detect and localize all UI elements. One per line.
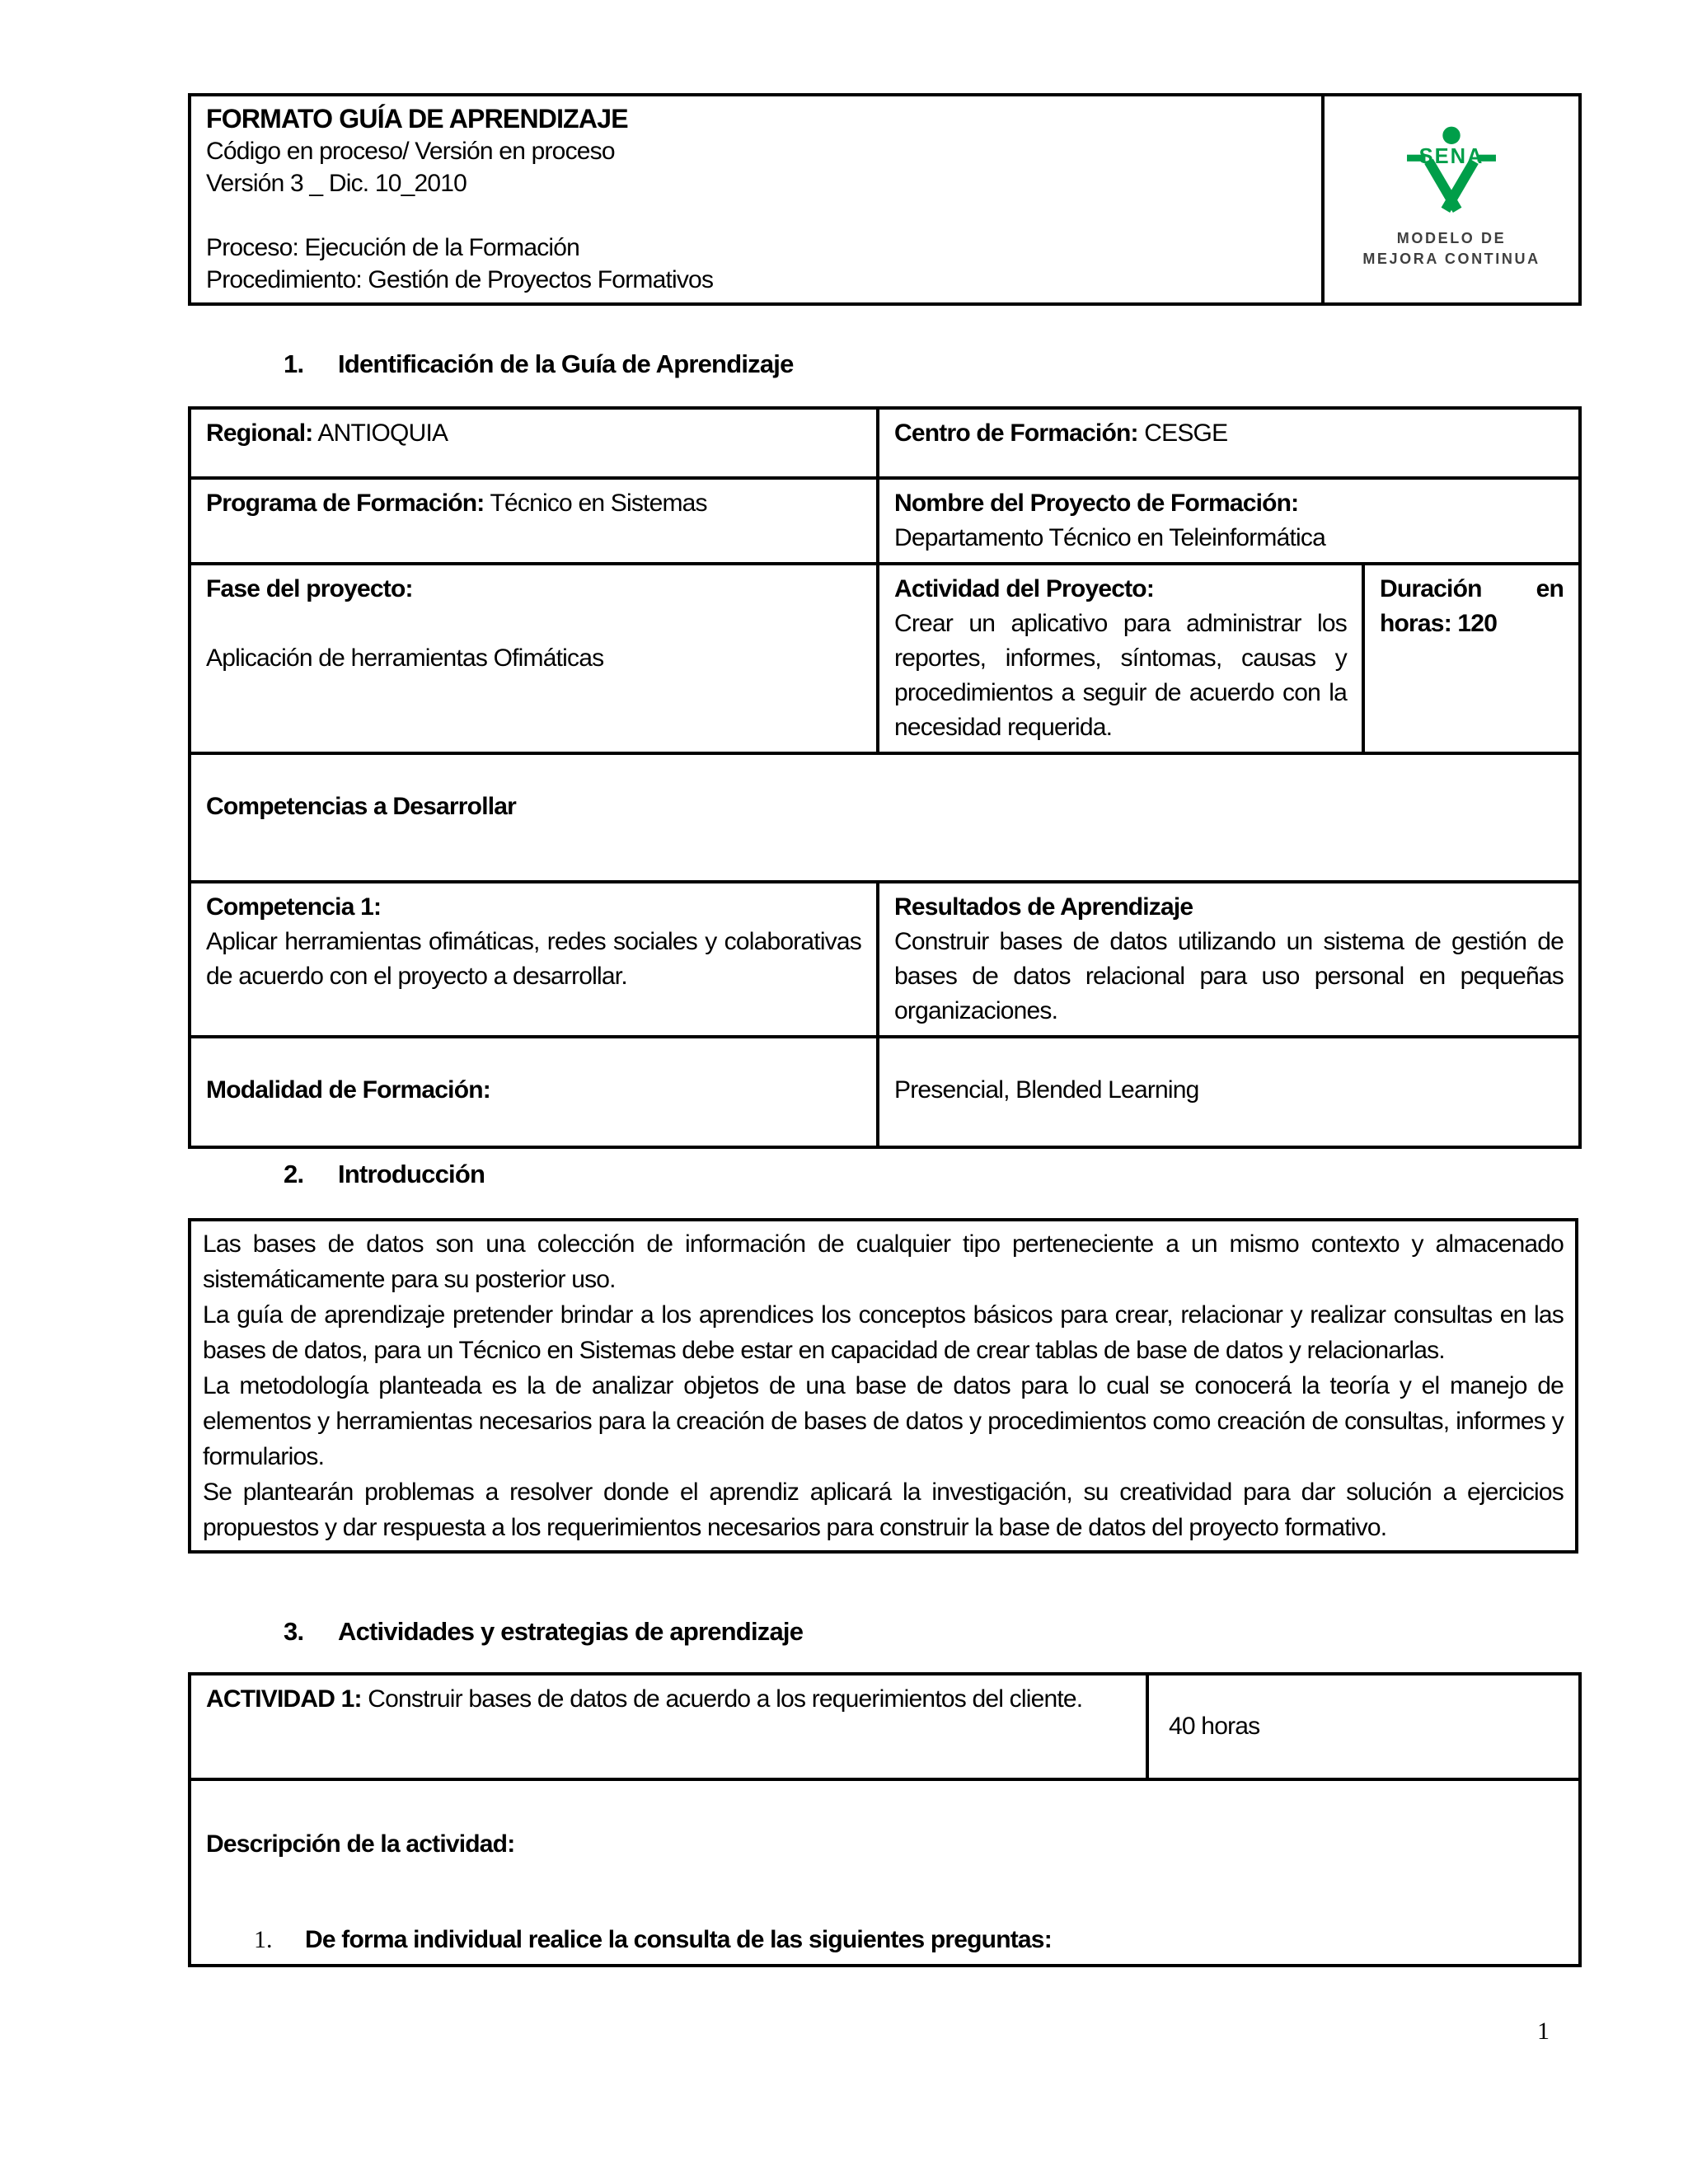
activity-item-1-number: 1.	[254, 1926, 273, 1953]
modalidad-label-cell: Modalidad de Formación:	[190, 1037, 878, 1147]
actividad-label: Actividad del Proyecto:	[894, 575, 1155, 602]
table-row	[190, 1674, 1580, 1779]
regional-label: Regional:	[206, 419, 313, 447]
hours-cell: 40 horas	[1147, 1674, 1580, 1779]
resultados-cell	[878, 882, 1580, 1037]
competencia1-label: Competencia 1:	[206, 893, 382, 921]
activity-table	[188, 1672, 1582, 1967]
table-row	[190, 478, 1580, 564]
actividad1-cell	[190, 1674, 1147, 1779]
header-process-line: Proceso: Ejecución de la Formación	[206, 234, 580, 261]
modalidad-value-cell: Presencial, Blended Learning	[878, 1037, 1580, 1147]
section-1-number: 1.	[284, 349, 304, 378]
section-2-number: 2.	[284, 1160, 304, 1188]
sena-logo-icon	[1405, 126, 1498, 213]
fase-value: Aplicación de herramientas Ofimáticas	[206, 644, 604, 672]
section-3-number: 3.	[284, 1617, 304, 1646]
actividad-value: Crear un aplicativo para administrar los reportes, informes, síntomas, causas y procedimientos a seguir de acuerdo con la necesidad requerida.	[894, 610, 1347, 741]
table-row	[190, 882, 1580, 1037]
competencia1-cell	[190, 882, 878, 1037]
programa-cell	[190, 478, 878, 564]
centro-formacion-cell	[878, 408, 1580, 478]
resultados-value: Construir bases de datos utilizando un sistema de gestión de bases de datos relacional para uso personal en pequeñas organizaciones.	[894, 928, 1564, 1024]
centro-label: Centro de Formación:	[894, 419, 1138, 447]
table-row	[190, 564, 1580, 753]
section-1-title: Identificación de la Guía de Aprendizaje	[338, 349, 794, 378]
header-info-cell	[190, 95, 1323, 304]
section-2-title: Introducción	[338, 1160, 485, 1188]
descripcion-label: Descripción de la actividad:	[206, 1830, 515, 1858]
regional-value: ANTIOQUIA	[317, 419, 448, 447]
intro-paragraph: Las bases de datos son una colección de información de cualquier tipo perteneciente a un mismo contexto y almacenado sistemáticamente para su posterior uso.	[203, 1230, 1564, 1293]
duracion-cell: Duración en horas: 120	[1363, 564, 1580, 753]
sena-logo	[1362, 126, 1540, 269]
activity-item-1	[254, 1923, 1564, 1957]
activity-item-1-text: De forma individual realice la consulta de las siguientes preguntas:	[305, 1926, 1052, 1953]
table-row	[190, 1037, 1580, 1147]
proyecto-label: Nombre del Proyecto de Formación:	[894, 490, 1299, 517]
actividad1-value: Construir bases de datos de acuerdo a los requerimientos del cliente.	[368, 1685, 1083, 1713]
sena-logo-acronym: SENA	[1418, 144, 1484, 168]
centro-value: CESGE	[1144, 419, 1228, 447]
actividad1-label: ACTIVIDAD 1:	[206, 1685, 362, 1713]
logo-cell	[1323, 95, 1580, 304]
intro-paragraph: La guía de aprendizaje pretender brindar a los aprendices los conceptos básicos para crear, relacionar y realizar consultas en las bases de datos, para un Técnico en Sistemas debe estar en capacidad de crear tablas de base de datos y relacionarlas.	[203, 1301, 1564, 1364]
header-table	[188, 93, 1582, 306]
programa-value: Técnico en Sistemas	[490, 490, 707, 517]
blank-line	[206, 199, 1306, 232]
logo-caption-line1: MODELO DE	[1396, 229, 1507, 246]
section-1-heading	[284, 348, 794, 381]
fase-cell	[190, 564, 878, 753]
resultados-label: Resultados de Aprendizaje	[894, 893, 1193, 921]
section-3-heading	[284, 1615, 803, 1648]
header-version-line: Versión 3 _ Dic. 10_2010	[206, 170, 467, 197]
header-code-line: Código en proceso/ Versión en proceso	[206, 138, 615, 165]
proyecto-cell	[878, 478, 1580, 564]
actividad-proyecto-cell	[878, 564, 1363, 753]
section-3-title: Actividades y estrategias de aprendizaje	[338, 1617, 804, 1646]
document-title: FORMATO GUÍA DE APRENDIZAJE	[206, 104, 628, 134]
fase-label: Fase del proyecto:	[206, 575, 413, 602]
page-number: 1	[1537, 2018, 1550, 2045]
introduction-box	[188, 1218, 1578, 1554]
identification-table	[188, 406, 1582, 1149]
intro-paragraph: Se plantearán problemas a resolver donde el aprendiz aplicará la investigación, su creatividad para dar solución a ejercicios propuestos y dar respuesta a los requerimientos necesarios para construir la base de datos del proyecto formativo.	[203, 1479, 1564, 1541]
header-procedure-line: Procedimiento: Gestión de Proyectos Formativos	[206, 266, 714, 293]
competencia1-value: Aplicar herramientas ofimáticas, redes sociales y colaborativas de acuerdo con el proyecto a desarrollar.	[206, 928, 861, 990]
intro-paragraph: La metodología planteada es la de analizar objetos de una base de datos para lo cual se conocerá la teoría y el manejo de elementos y herramientas necesarios para la creación de bases de datos y procedimientos como creación de consultas, informes y formularios.	[203, 1372, 1564, 1470]
descripcion-cell	[190, 1779, 1580, 1966]
section-2-heading	[284, 1158, 485, 1191]
programa-label: Programa de Formación:	[206, 490, 485, 517]
regional-cell	[190, 408, 878, 478]
competencias-header-cell: Competencias a Desarrollar	[190, 753, 1580, 882]
table-row	[190, 408, 1580, 478]
table-row	[190, 1779, 1580, 1966]
table-row	[190, 753, 1580, 882]
proyecto-value: Departamento Técnico en Teleinformática	[894, 524, 1325, 551]
logo-caption-line2: MEJORA CONTINUA	[1362, 250, 1540, 267]
blank-line	[206, 607, 861, 641]
